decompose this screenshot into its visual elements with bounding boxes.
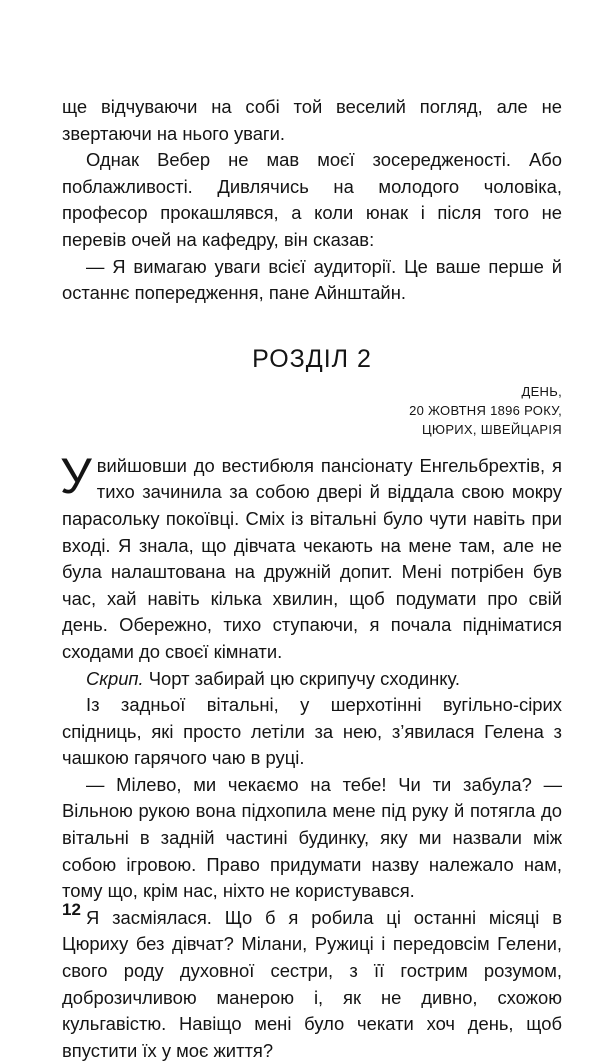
paragraph: Я засміялася. Що б я робила ці останні місяці в Цюриху без дівчат? Мілани, Ружиці і передовсім Гелени, свого роду духовної сестри, з її гострим розумом, доброзичливою манерою і, як не дивно, схожою кульгавістю. Навіщо мені було чекати хоч день, щоб впустити їх у моє життя? <box>62 906 562 1061</box>
paragraph: — Я вимагаю уваги всієї аудиторії. Це ваше перше й останнє попередження, пане Айнштайн. <box>62 255 562 304</box>
paragraph: Із задньої вітальні, у шерхотінні вугільно-сірих спідниць, які просто летіли за нею, з’явилася Гелена з чашкою гарячого чаю в руці. <box>62 694 562 769</box>
emphasis-text: Скрип. <box>86 667 144 689</box>
drop-cap: У <box>60 447 92 504</box>
chapter-dateline <box>62 382 562 439</box>
chapter-title: РОЗДІЛ 2 <box>252 344 372 373</box>
paragraph-text: вийшовши до вестибюля пансіонату Енгельбрехтів, я тихо зачинила за собою двері й віддала свою мокру парасольку покоївці. Сміх із вітальні було чути навіть при вході. Я знала, що дівчата чекають на мене там, але не була налаштована на дружній допит. Мені потрібен був час, хай навіть кілька хвилин, щоб подумати про свій день. Обережно, тихо ступаючи, я почала підніматися сходами до своєї кімнати. <box>62 454 562 662</box>
paragraph: Однак Вебер не мав моєї зосередженості. Або поблажливості. Дивлячись на молодого чоловіка, професор прокашлявся, а коли юнак і після того не перевів очей на кафедру, він сказав: <box>62 149 562 250</box>
dateline-line: ДЕНЬ, <box>521 383 562 399</box>
paragraph <box>62 666 562 693</box>
dateline-line: 20 ЖОВТНЯ 1896 РОКУ, <box>409 402 562 418</box>
book-page <box>62 94 562 1064</box>
paragraph: ще відчуваючи на собі той веселий погляд, але не звертаючи на нього уваги. <box>62 96 562 144</box>
paragraph-text: Чорт забирай цю скрипучу сходинку. <box>143 667 461 689</box>
paragraph: — Мілево, ми чекаємо на тебе! Чи ти забула? — Вільною рукою вона підхопила мене під руку й потягла до вітальні в задній частині будинку, яку ми назвали між собою ігровою. Право придумати назву належало нам, тому що, крім нас, ніхто не користувався. <box>62 773 562 902</box>
dateline-line: ЦЮРИХ, ШВЕЙЦАРІЯ <box>421 421 562 437</box>
paragraph <box>60 447 562 666</box>
page-number: 12 <box>62 900 81 919</box>
